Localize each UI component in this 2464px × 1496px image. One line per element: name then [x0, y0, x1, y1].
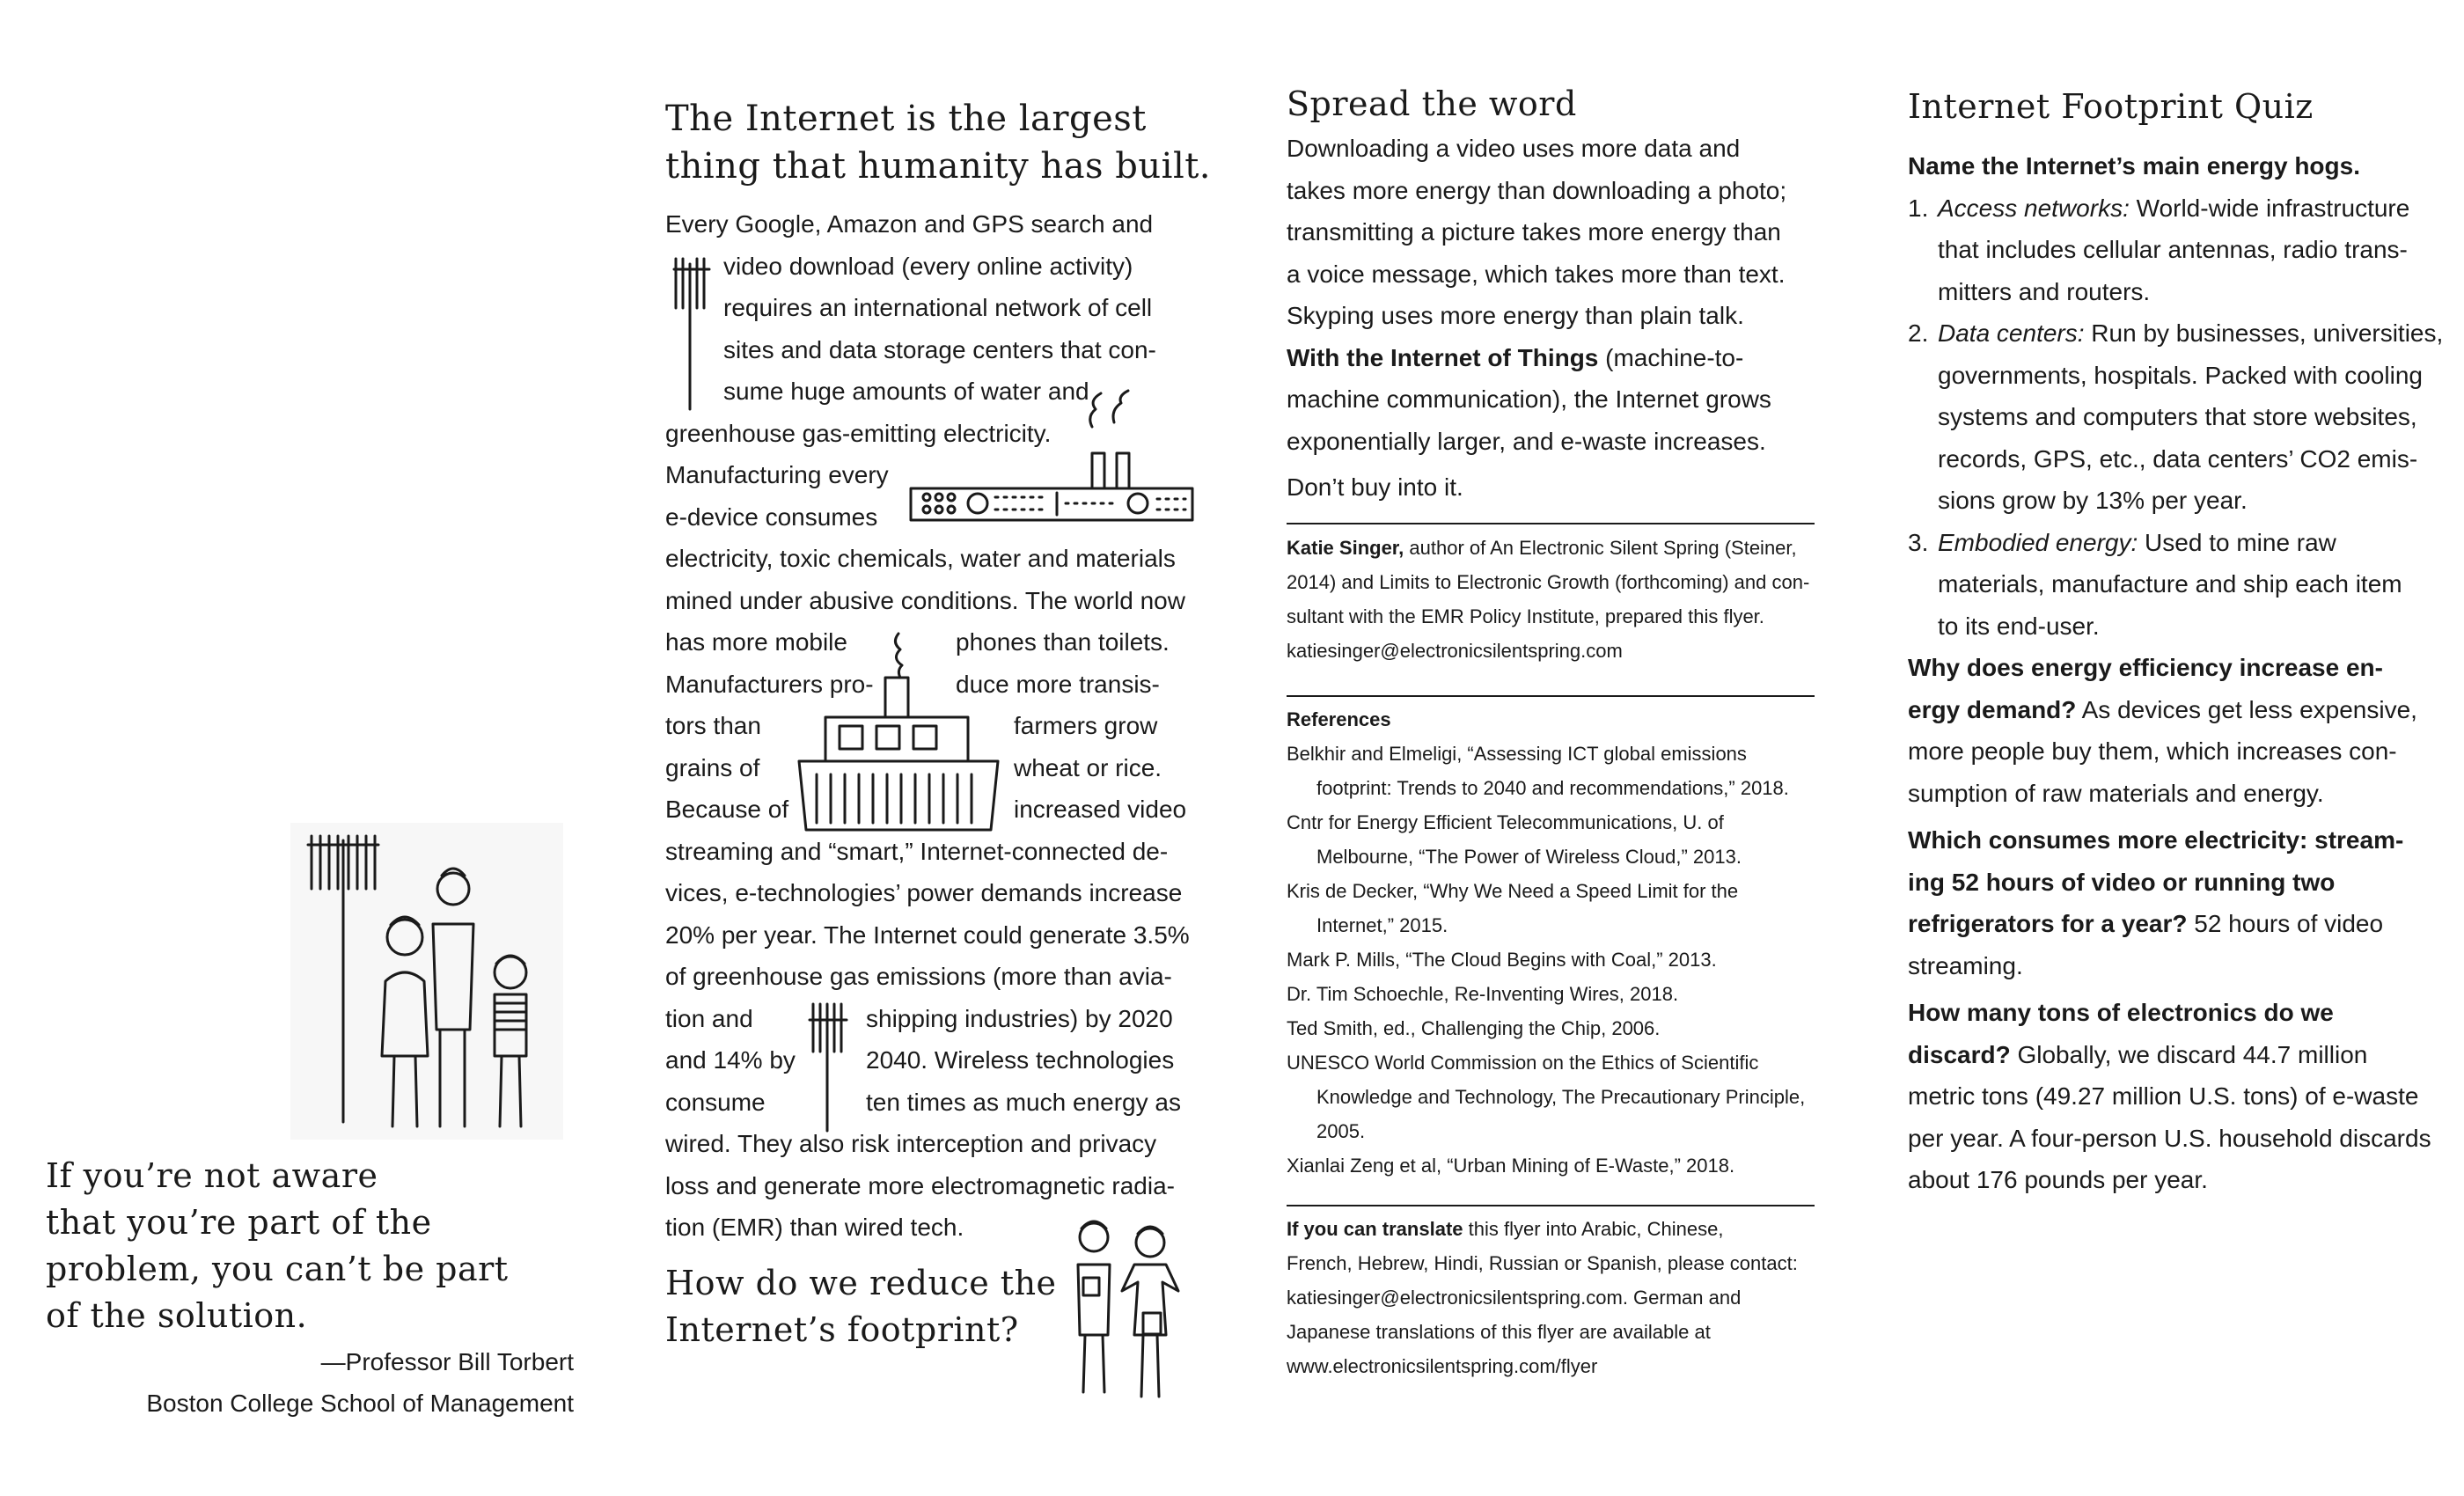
quiz-title: Internet Footprint Quiz [1908, 87, 2314, 126]
item-term: Embodied energy: [1938, 528, 2138, 556]
quote-line: of the solution. [46, 1296, 308, 1335]
intro-line: Downloading a video uses more data and [1287, 135, 1741, 162]
quiz-qa [1908, 819, 2445, 986]
body-line: video download (every online activity) [723, 252, 1133, 280]
body-line: shipping industries) by 2020 [866, 1004, 1173, 1032]
body-line: Manufacturers pro- [665, 670, 874, 698]
quiz-question: Why does energy efficiency increase en- [1908, 654, 2383, 681]
author-name: Katie Singer, [1287, 537, 1404, 559]
reference-line: UNESCO World Commission on the Ethics of Scientific [1287, 1052, 1759, 1074]
reference-item [1287, 977, 1832, 1011]
author-email: katiesinger@electronicsilentspring.com [1287, 640, 1623, 662]
quiz-qa [1908, 992, 2445, 1201]
body-line: Every Google, Amazon and GPS search and [665, 210, 1154, 238]
iot-line: (machine-to- [1598, 343, 1744, 371]
body-line: and 14% by [665, 1046, 796, 1074]
quiz-answer: streaming. [1908, 951, 2023, 979]
two-people-icon [1066, 1216, 1180, 1401]
body-line: wired. They also risk interception and privacy [665, 1130, 1157, 1157]
reference-item [1287, 737, 1832, 805]
quiz-answer: As devices get less expensive, [2076, 695, 2417, 723]
quiz-body [1908, 145, 2445, 1201]
body-line: grains of [665, 753, 760, 781]
reference-line: Internet,” 2015. [1316, 914, 1448, 936]
quote-line: problem, you can’t be part [46, 1250, 509, 1288]
item-line: governments, hospitals. Packed with cooling [1938, 361, 2423, 389]
item-line: sions grow by 13% per year. [1938, 487, 2248, 514]
body-line: streaming and “smart,” Internet-connected de- [665, 837, 1169, 865]
body-line: 2040. Wireless technologies [866, 1046, 1175, 1074]
translate-line: French, Hebrew, Hindi, Russian or Spanish, please contact: [1287, 1252, 1798, 1274]
references-block [1287, 702, 1832, 1183]
panel3-intro [1287, 128, 1815, 509]
iot-bold: With the Internet of Things [1287, 343, 1599, 371]
flyer-url: www.electronicsilentspring.com/flyer [1287, 1355, 1598, 1377]
item-line: to its end-user. [1938, 612, 2100, 640]
heading-line: Internet’s footprint? [665, 1310, 1019, 1349]
body-line: mined under abusive conditions. The world now [665, 586, 1185, 614]
reference-line: Melbourne, “The Power of Wireless Cloud,” 2013. [1316, 846, 1742, 868]
panel3-title: Spread the word [1287, 84, 1577, 123]
body-line: requires an international network of cell [723, 294, 1153, 321]
reference-item [1287, 874, 1832, 942]
intro-line: takes more energy than downloading a photo; [1287, 176, 1787, 204]
reference-line: Xianlai Zeng et al, “Urban Mining of E-Waste,” 2018. [1287, 1155, 1735, 1177]
references-heading: References [1287, 708, 1391, 730]
divider [1287, 1205, 1815, 1206]
panel2-body [665, 203, 1193, 1249]
quiz-answer: 52 hours of video [2187, 910, 2384, 937]
divider [1287, 695, 1815, 697]
author-line: author of An Electronic Silent Spring (Steiner, [1404, 537, 1797, 559]
quiz-question: How many tons of electronics do we [1908, 999, 2334, 1026]
quiz-question: ergy demand? [1908, 695, 2077, 723]
quiz-question: Name the Internet’s main energy hogs. [1908, 152, 2360, 180]
item-term: Access networks: [1938, 194, 2130, 222]
quiz-answer: metric tons (49.27 million U.S. tons) of e-waste [1908, 1082, 2419, 1110]
body-line: tion and [665, 1004, 753, 1032]
quote-line: that you’re part of the [46, 1203, 432, 1242]
body-line: tors than [665, 712, 761, 739]
iot-line: exponentially larger, and e-waste increases. [1287, 427, 1766, 455]
reference-line: footprint: Trends to 2040 and recommendations,” 2018. [1316, 777, 1789, 799]
item-line: World-wide infrastructure [2129, 194, 2410, 222]
translate-line: Japanese translations of this flyer are available at [1287, 1321, 1711, 1343]
quiz-question: discard? [1908, 1040, 2011, 1068]
item-line: that includes cellular antennas, radio trans- [1938, 236, 2408, 263]
item-line: records, GPS, etc., data centers’ CO2 emis- [1938, 444, 2418, 473]
body-line: ten times as much energy as [866, 1088, 1181, 1116]
body-line: 20% per year. The Internet could generate 3.5% [665, 920, 1190, 949]
body-line: farmers grow [1014, 712, 1158, 739]
body-line: electricity, toxic chemicals, water and materials [665, 545, 1176, 572]
body-line: duce more transis- [956, 670, 1160, 698]
reduce-footprint-heading [665, 1260, 1057, 1353]
translate-bold: If you can translate [1287, 1218, 1463, 1240]
iot-line: machine communication), the Internet grows [1287, 385, 1771, 413]
body-line: loss and generate more electromagnetic radia- [665, 1171, 1175, 1199]
body-line: has more mobile [665, 628, 847, 656]
body-line: sume huge amounts of water and [723, 378, 1089, 405]
reference-line: Mark P. Mills, “The Cloud Begins with Coal,” 2013. [1287, 949, 1717, 971]
title-line: The Internet is the largest [665, 99, 1147, 139]
quiz-question: refrigerators for a year? [1908, 910, 2188, 937]
reference-item [1287, 942, 1832, 977]
body-line: vices, e-technologies’ power demands increase [665, 879, 1183, 906]
body-line: tion (EMR) than wired tech. [665, 1214, 964, 1241]
reference-line: Ted Smith, ed., Challenging the Chip, 2006. [1287, 1017, 1661, 1039]
body-line: e-device consumes [665, 502, 878, 531]
antenna-and-people-illustration [290, 823, 563, 1140]
quote-block [46, 1153, 591, 1424]
body-line: greenhouse gas-emitting electricity. [665, 419, 1052, 447]
quiz-answer: about 176 pounds per year. [1908, 1166, 2208, 1193]
quiz-qa [1908, 647, 2445, 814]
quote-affiliation: Boston College School of Management [146, 1390, 574, 1417]
body-line: consume [665, 1088, 766, 1116]
author-line: 2014) and Limits to Electronic Growth (forthcoming) and con- [1287, 571, 1810, 593]
intro-line: Skyping uses more energy than plain talk. [1287, 302, 1744, 329]
reference-line: Cntr for Energy Efficient Telecommunications, U. of [1287, 811, 1724, 833]
divider [1287, 523, 1815, 524]
item-number: 2. [1908, 319, 1929, 347]
reference-item [1287, 1011, 1832, 1045]
author-line: sultant with the EMR Policy Institute, prepared this flyer. [1287, 605, 1764, 627]
panel2-title [665, 95, 1211, 190]
quiz-answer: per year. A four-person U.S. household discards [1908, 1124, 2431, 1152]
translate-line: this flyer into Arabic, Chinese, [1463, 1218, 1724, 1240]
closing-line: Don’t buy into it. [1287, 473, 1463, 501]
intro-line: a voice message, which takes more than text. [1287, 260, 1786, 288]
reference-line: Knowledge and Technology, The Precautionary Principle, [1316, 1086, 1806, 1108]
body-line: Manufacturing every [665, 461, 889, 488]
quiz-list-item [1908, 522, 2445, 648]
intro-line: transmitting a picture takes more energy than [1287, 218, 1781, 246]
item-number: 3. [1908, 528, 1929, 556]
quote-line: If you’re not aware [46, 1156, 378, 1195]
item-line: Run by businesses, universities, [2084, 319, 2444, 347]
quiz-answer: more people buy them, which increases con- [1908, 737, 2397, 765]
body-line: Because of [665, 796, 789, 823]
item-line: Used to mine raw [2138, 528, 2336, 556]
item-number: 1. [1908, 194, 1929, 222]
translate-line: katiesinger@electronicsilentspring.com. German and [1287, 1287, 1742, 1309]
item-line: systems and computers that store websites, [1938, 403, 2417, 430]
item-term: Data centers: [1938, 319, 2085, 347]
title-line: thing that humanity has built. [665, 146, 1212, 187]
reference-line: Kris de Decker, “Why We Need a Speed Limit for the [1287, 880, 1739, 902]
author-block [1287, 531, 1832, 668]
body-line: of greenhouse gas emissions (more than avia- [665, 963, 1172, 990]
reference-line: Belkhir and Elmeligi, “Assessing ICT global emissions [1287, 743, 1747, 765]
quiz-list-item [1908, 187, 2445, 313]
quiz-question: Which consumes more electricity: stream- [1908, 826, 2404, 854]
quiz-answer: Globally, we discard 44.7 million [2010, 1040, 2368, 1068]
item-line: materials, manufacture and ship each item [1938, 570, 2402, 598]
item-line: mitters and routers. [1938, 277, 2151, 305]
reference-item [1287, 1045, 1832, 1148]
quiz-answer: sumption of raw materials and energy. [1908, 779, 2324, 807]
reference-item [1287, 805, 1832, 874]
quote-text [46, 1153, 591, 1339]
panel-quote [0, 0, 616, 1496]
translate-block [1287, 1212, 1832, 1383]
body-line: wheat or rice. [1014, 753, 1162, 781]
heading-line: How do we reduce the [665, 1264, 1057, 1302]
body-line: sites and data storage centers that con- [723, 335, 1156, 363]
reference-line: Dr. Tim Schoechle, Re-Inventing Wires, 2018. [1287, 983, 1679, 1005]
reference-item [1287, 1148, 1832, 1183]
quiz-list-item [1908, 312, 2445, 522]
reference-line: 2005. [1316, 1120, 1366, 1142]
quote-attribution: —Professor Bill Torbert [320, 1348, 574, 1375]
body-line: increased video [1014, 796, 1187, 823]
quiz-question: ing 52 hours of video or running two [1908, 868, 2336, 896]
body-line: phones than toilets. [956, 628, 1170, 656]
